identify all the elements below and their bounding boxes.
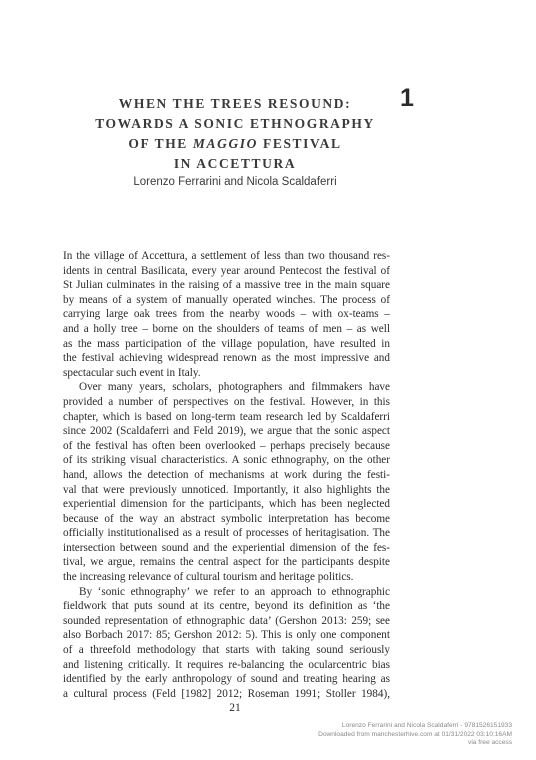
text-line: By ‘sonic ethnography’ we refer to an approach to ethnographic xyxy=(79,585,390,598)
text-line: val that were previously unnoticed. Importantly, it also highlights the xyxy=(63,483,390,496)
footer-line-2: Downloaded from manchesterhive.com at 01/31/2022 03:10:16AM xyxy=(318,730,512,738)
title-line-3-post: FESTIVAL xyxy=(258,136,342,151)
text-line: experiential dimension for the participants, which has been neglected xyxy=(63,498,390,511)
text-line: since 2002 (Scaldaferri and Feld 2019), we argue that the sonic aspect xyxy=(63,425,390,438)
text-line: idents in central Basilicata, every year around Pentecost the festival of xyxy=(63,264,390,277)
footer-line-3: via free access xyxy=(468,739,512,747)
title-line-3 xyxy=(70,134,400,154)
chapter-title xyxy=(70,94,400,174)
text-line: a cultural process (Feld [1982] 2012; Roseman 1991; Stoller 1984), xyxy=(63,687,390,700)
text-line: of its striking visual characteristics. A sonic ethnography, on the other xyxy=(63,454,390,467)
text-line: intersection between sound and the experiential dimension of the fes- xyxy=(63,541,390,554)
text-line: and listening critically. It requires re-balancing the ocularcentric bias xyxy=(63,658,390,671)
text-line: sounded representation of ethnographic data’ (Gershon 2013: 259; see xyxy=(63,614,390,627)
text-line: In the village of Accettura, a settlement of less than two thousand res- xyxy=(63,250,390,262)
text-line: also Borbach 2017: 85; Gershon 2012: 5). This is only one component xyxy=(63,629,390,642)
text-line: and a holly tree – borne on the shoulders of teams of men – as well xyxy=(63,322,390,335)
chapter-authors: Lorenzo Ferrarini and Nicola Scaldaferri xyxy=(133,176,337,188)
text-line: of a threefold methodology that starts with taking sound seriously xyxy=(63,644,390,657)
text-line: by means of a system of manually operated winches. The process of xyxy=(63,293,390,306)
text-line: Over many years, scholars, photographers and filmmakers have xyxy=(79,381,390,394)
text-line: carrying large oak trees from the nearby woods – with ox-teams – xyxy=(63,308,390,321)
text-line: officially institutionalised as a result of processes of heritagisation. The xyxy=(63,527,390,540)
title-line-2: TOWARDS A SONIC ETHNOGRAPHY xyxy=(95,116,375,131)
chapter-number: 1 xyxy=(400,84,414,112)
chapter-body-text xyxy=(63,249,390,701)
text-line: because of the way an abstract symbolic interpretation has become xyxy=(63,512,390,525)
download-footer xyxy=(212,722,512,748)
text-line: as the mass participation of the village population, have resulted in xyxy=(63,337,390,350)
text-line: spectacular such event in Italy. xyxy=(63,366,201,379)
title-line-1: WHEN THE TREES RESOUND: xyxy=(118,96,352,111)
title-line-4: IN ACCETTURA xyxy=(173,156,297,171)
text-line: provided a number of perspectives on the festival. However, in this xyxy=(63,395,390,408)
page-number: 21 xyxy=(229,702,241,714)
text-line: identified by the early anthropology of sound and treating hearing as xyxy=(63,673,390,686)
text-line: chapter, which is based on long-term team research led by Scaldaferri xyxy=(63,410,390,423)
title-line-3-italic: MAGGIO xyxy=(192,136,259,151)
title-line-3-pre: OF THE xyxy=(128,136,193,151)
text-line: the increasing relevance of cultural tourism and heritage politics. xyxy=(63,571,354,584)
text-line: the festival achieving widespread renown as the most impressive and xyxy=(63,352,390,365)
text-line: St Julian culminates in the raising of a massive tree in the main square xyxy=(63,279,390,292)
footer-line-1: Lorenzo Ferrarini and Nicola Scaldaferri - 9781526151933 xyxy=(341,722,512,729)
text-line: of the festival has often been overlooked – perhaps precisely because xyxy=(63,439,390,452)
text-line: hand, allows the detection of mechanisms at work during the festi- xyxy=(63,468,390,481)
text-line: fieldwork that puts sound at its centre, beyond its definition as ‘the xyxy=(63,600,390,613)
text-line: tival, we argue, remains the central aspect for the participants despite xyxy=(63,556,390,569)
